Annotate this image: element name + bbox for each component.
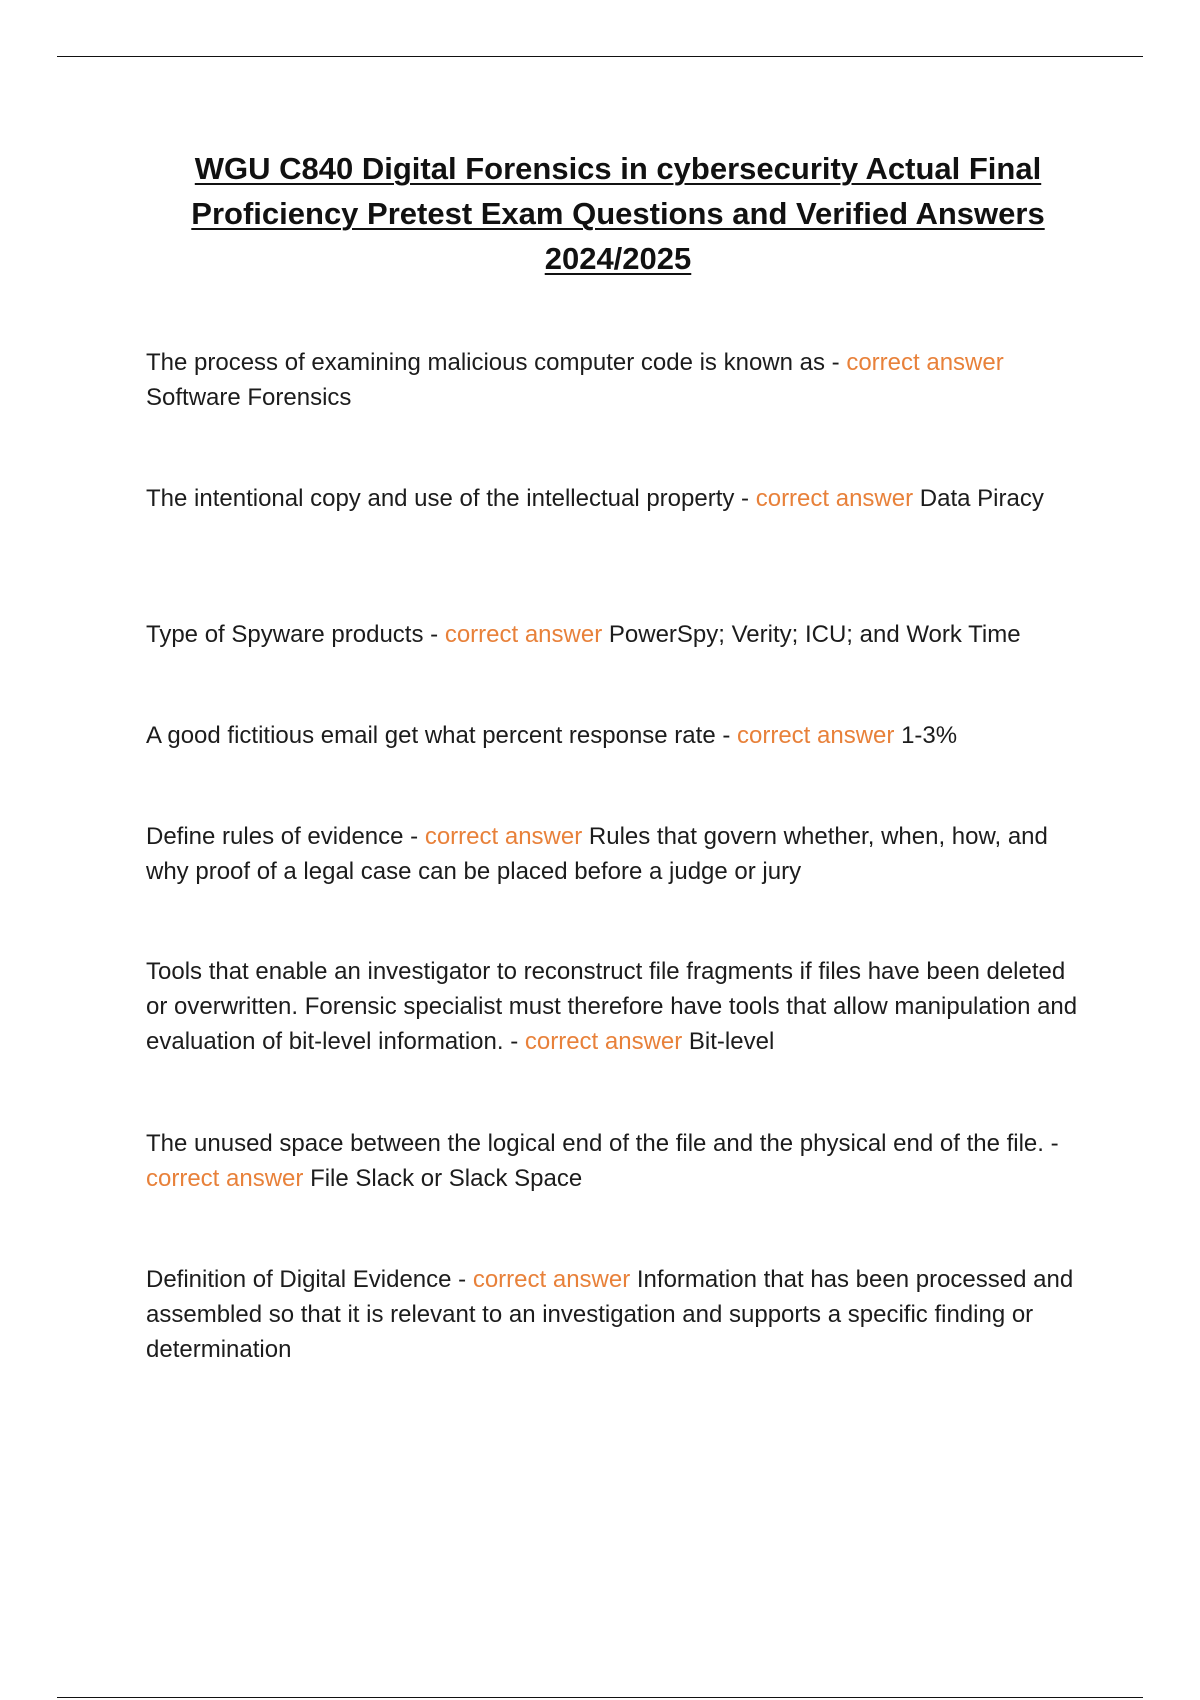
answer-text: File Slack or Slack Space [310, 1165, 583, 1192]
question-text: Tools that enable an investigator to reconstruct file fragments if files have been deleted or overwritten. Forensic specialist must therefore have tools that allow manipulation and evaluation of bit-level information. - [146, 958, 1078, 1055]
question-text: The unused space between the logical end of the file and the physical end of the file. - [146, 1130, 1059, 1157]
qa-item [146, 345, 1086, 415]
qa-item [146, 954, 1086, 1059]
answer-text: 1-3% [901, 722, 958, 749]
question-text: The process of examining malicious computer code is known as - [146, 349, 840, 376]
answer-label: correct answer [755, 485, 914, 512]
qa-item [146, 1126, 1086, 1196]
qa-item [146, 481, 1086, 516]
answer-text: PowerSpy; Verity; ICU; and Work Time [608, 621, 1021, 648]
answer-text: Data Piracy [919, 485, 1044, 512]
bottom-divider [57, 1697, 1143, 1698]
answer-text: Rules that govern whether, when, how, and why proof of a legal case can be placed before a judge or jury [146, 823, 1048, 885]
answer-label: correct answer [737, 722, 895, 749]
answer-text: Bit-level [688, 1028, 775, 1055]
qa-item [146, 819, 1086, 889]
answer-label: correct answer [424, 823, 583, 850]
top-divider [57, 56, 1143, 57]
answer-label: correct answer [524, 1028, 683, 1055]
question-text: The intentional copy and use of the intellectual property - [146, 485, 750, 512]
answer-label: correct answer [846, 349, 1004, 376]
answer-text: Software Forensics [146, 384, 352, 411]
qa-item [146, 718, 1086, 753]
answer-label: correct answer [146, 1165, 304, 1192]
question-text: Define rules of evidence - [146, 823, 419, 850]
qa-item [146, 617, 1086, 652]
question-text: A good fictitious email get what percent response rate - [146, 722, 731, 749]
question-text: Type of Spyware products - [146, 621, 439, 648]
document-title: WGU C840 Digital Forensics in cybersecurity Actual Final Proficiency Pretest Exam Questions and Verified Answers 2024/2025 [191, 151, 1045, 276]
answer-text: Information that has been processed and assembled so that it is relevant to an investigation and supports a specific finding or determination [146, 1266, 1074, 1363]
question-text: Definition of Digital Evidence - [146, 1266, 467, 1293]
qa-item [146, 1262, 1086, 1367]
answer-label: correct answer [444, 621, 603, 648]
answer-label: correct answer [472, 1266, 631, 1293]
